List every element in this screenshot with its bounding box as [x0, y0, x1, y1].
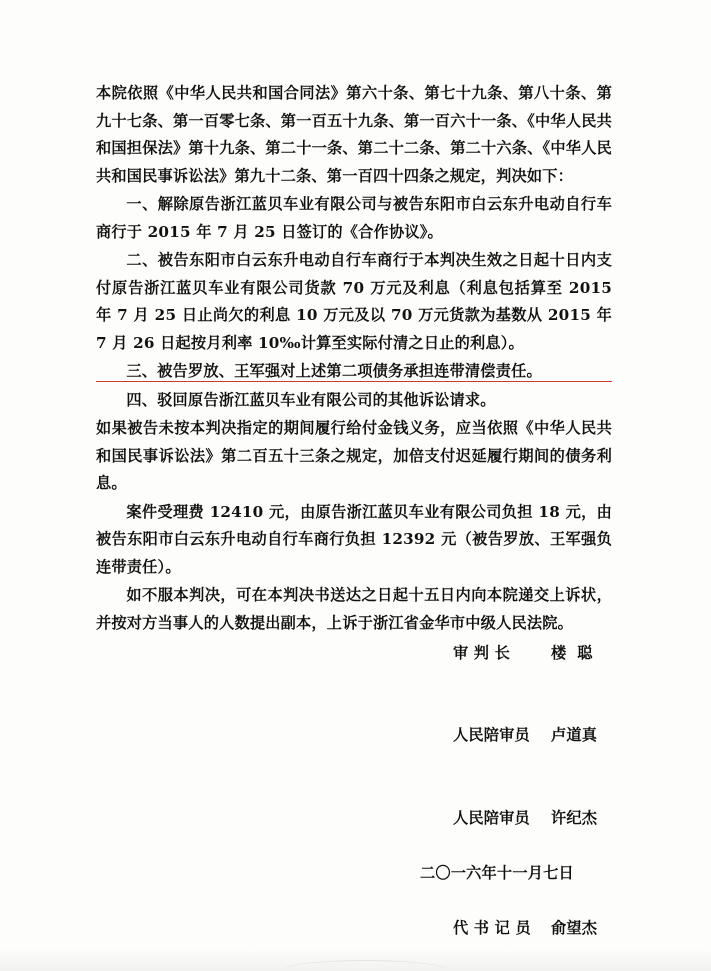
signature-name-juror-2: 许纪杰	[550, 808, 598, 827]
signature-row-presiding-judge	[420, 612, 620, 695]
signature-role-clerk: 代 书 记 员	[452, 918, 531, 937]
signature-role-juror-1: 人民陪审员	[452, 726, 530, 744]
signature-date: 二〇一六年十一月七日	[420, 863, 574, 882]
paragraph-judgment-item-1: 一、解除原告浙江蓝贝车业有限公司与被告东阳市白云东升电动自行车商行于 2015 年 7 月 25 日签订的《合作协议》。	[96, 195, 612, 241]
signature-name-juror-1: 卢道真	[550, 726, 598, 744]
signature-row-juror-2	[420, 777, 620, 860]
paragraph-delay-interest: 如果被告未按本判决指定的期间履行给付金钱义务，应当依照《中华人民共和国民事诉讼法》第二百五十三条之规定，加倍支付迟延履行期间的债务利息。	[96, 419, 612, 492]
paragraph-judgment-item-3: 三、被告罗放、王军强对上述第二项债务承担连带清偿责任。	[96, 358, 612, 386]
paragraph-case-fee: 案件受理费 12410 元，由原告浙江蓝贝车业有限公司负担 18 元，由被告东阳市白云东升电动自行车商行负担 12392 元（被告罗放、王军强负连带责任）。	[96, 502, 612, 576]
signature-block	[420, 612, 620, 970]
paragraph-judgment-item-4: 四、驳回原告浙江蓝贝车业有限公司的其他诉讼请求。	[126, 390, 496, 409]
signature-row-juror-1	[420, 695, 620, 778]
signature-name-presiding-judge: 楼 聪	[550, 643, 593, 662]
signature-name-clerk: 俞望杰	[550, 918, 598, 937]
signature-role-juror-2: 人民陪审员	[452, 808, 530, 827]
document-body	[96, 80, 612, 638]
signature-role-presiding-judge: 审 判 长	[452, 643, 511, 662]
page-bottom-shadow	[0, 949, 711, 971]
paragraph-legal-basis: 本院依照《中华人民共和国合同法》第六十条、第七十九条、第八十条、第九十七条、第一百零七条、第一百五十九条、第一百六十一条、《中华人民共和国担保法》第十九条、第二十一条、第二十二条、第二十六条、《中华人民共和国民事诉讼法》第九十二条、第一百四十四条之规定，判决如下：	[96, 84, 612, 185]
paragraph-appeal-notice: 如不服本判决，可在本判决书送达之日起十五日内向本院递交上诉状，并按对方当事人的人数提出副本，上诉于浙江省金华市中级人民法院。	[96, 586, 612, 632]
paragraph-judgment-item-2: 二、被告东阳市白云东升电动自行车商行于本判决生效之日起十日内支付原告浙江蓝贝车业有限公司货款 70 万元及利息（利息包括算至 2015 年 7 月 25 日止尚欠的利息 10 万元及以 70 万元货款为基数从 2015 年 7 月 26 日起按月利率 10‰计算至实际付清之日止的利息）。	[96, 251, 612, 352]
